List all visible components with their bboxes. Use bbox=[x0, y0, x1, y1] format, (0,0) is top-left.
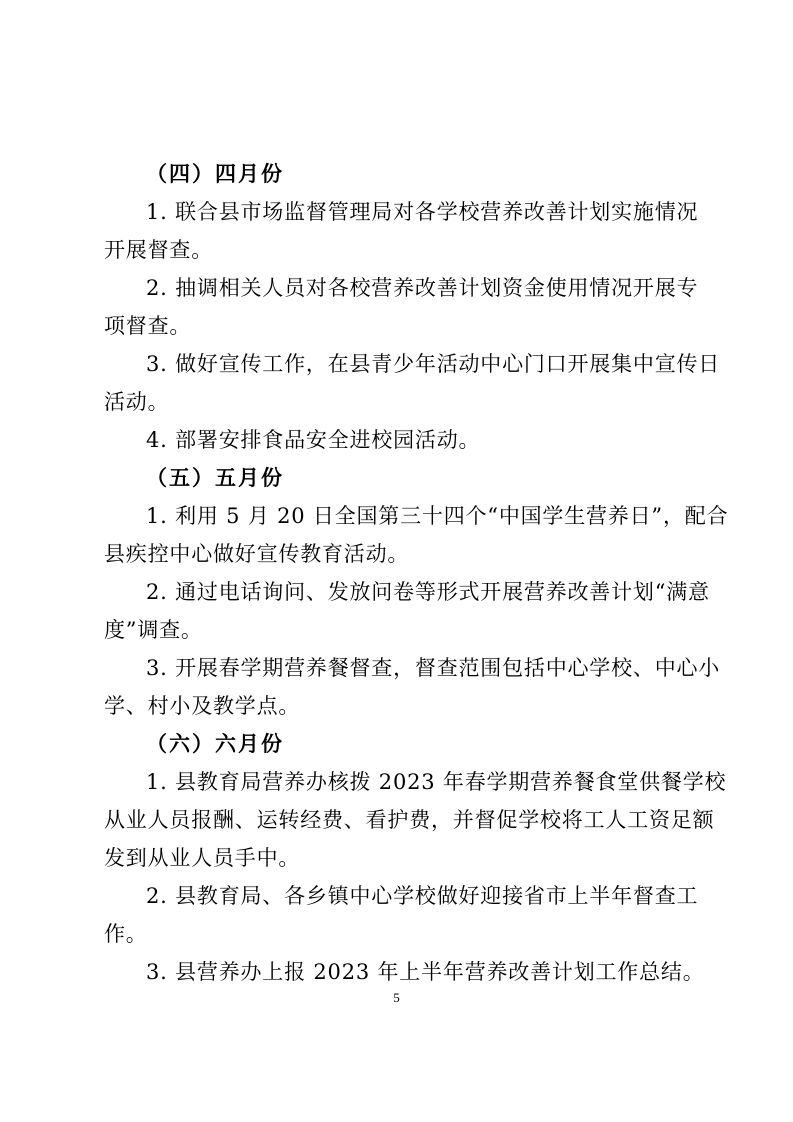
june-item-1-line-1: 1. 县教育局营养办核拨 2023 年春学期营养餐食堂供餐学校 bbox=[146, 770, 727, 794]
page-number: 5 bbox=[393, 990, 400, 1005]
april-item-4-line-1: 4. 部署安排食品安全进校园活动。 bbox=[146, 428, 481, 452]
may-item-1-line-2: 县疾控中心做好宣传教育活动。 bbox=[104, 542, 410, 566]
may-item-3-line-1: 3. 开展春学期营养餐督查，督查范围包括中心学校、中心小 bbox=[146, 656, 721, 680]
may-item-1-line-1: 1. 利用 5 月 20 日全国第三十四个“中国学生营养日”，配合 bbox=[146, 504, 729, 528]
section-heading-may: （五）五月份 bbox=[146, 465, 284, 490]
june-item-1-line-3: 发到从业人员手中。 bbox=[104, 846, 301, 870]
april-item-3-line-1: 3. 做好宣传工作，在县青少年活动中心门口开展集中宣传日 bbox=[146, 352, 721, 376]
april-item-1-line-2: 开展督查。 bbox=[104, 238, 213, 262]
section-heading-april: （四）四月份 bbox=[146, 161, 284, 186]
april-item-2-line-2: 项督查。 bbox=[104, 314, 192, 338]
may-item-2-line-1: 2. 通过电话询问、发放问卷等形式开展营养改善计划“满意 bbox=[146, 580, 710, 604]
april-item-2-line-1: 2. 抽调相关人员对各校营养改善计划资金使用情况开展专 bbox=[146, 276, 699, 300]
section-heading-june: （六）六月份 bbox=[146, 731, 284, 756]
june-item-1-line-2: 从业人员报酬、运转经费、看护费，并督促学校将工人工资足额 bbox=[104, 808, 715, 832]
april-item-3-line-2: 活动。 bbox=[104, 390, 170, 414]
june-item-3-line-1: 3. 县营养办上报 2023 年上半年营养改善计划工作总结。 bbox=[146, 960, 705, 984]
june-item-2-line-2: 作。 bbox=[104, 922, 148, 946]
june-item-2-line-1: 2. 县教育局、各乡镇中心学校做好迎接省市上半年督查工 bbox=[146, 884, 699, 908]
may-item-2-line-2: 度”调查。 bbox=[104, 618, 203, 642]
may-item-3-line-2: 学、村小及教学点。 bbox=[104, 694, 301, 718]
april-item-1-line-1: 1. 联合县市场监督管理局对各学校营养改善计划实施情况 bbox=[146, 200, 699, 224]
